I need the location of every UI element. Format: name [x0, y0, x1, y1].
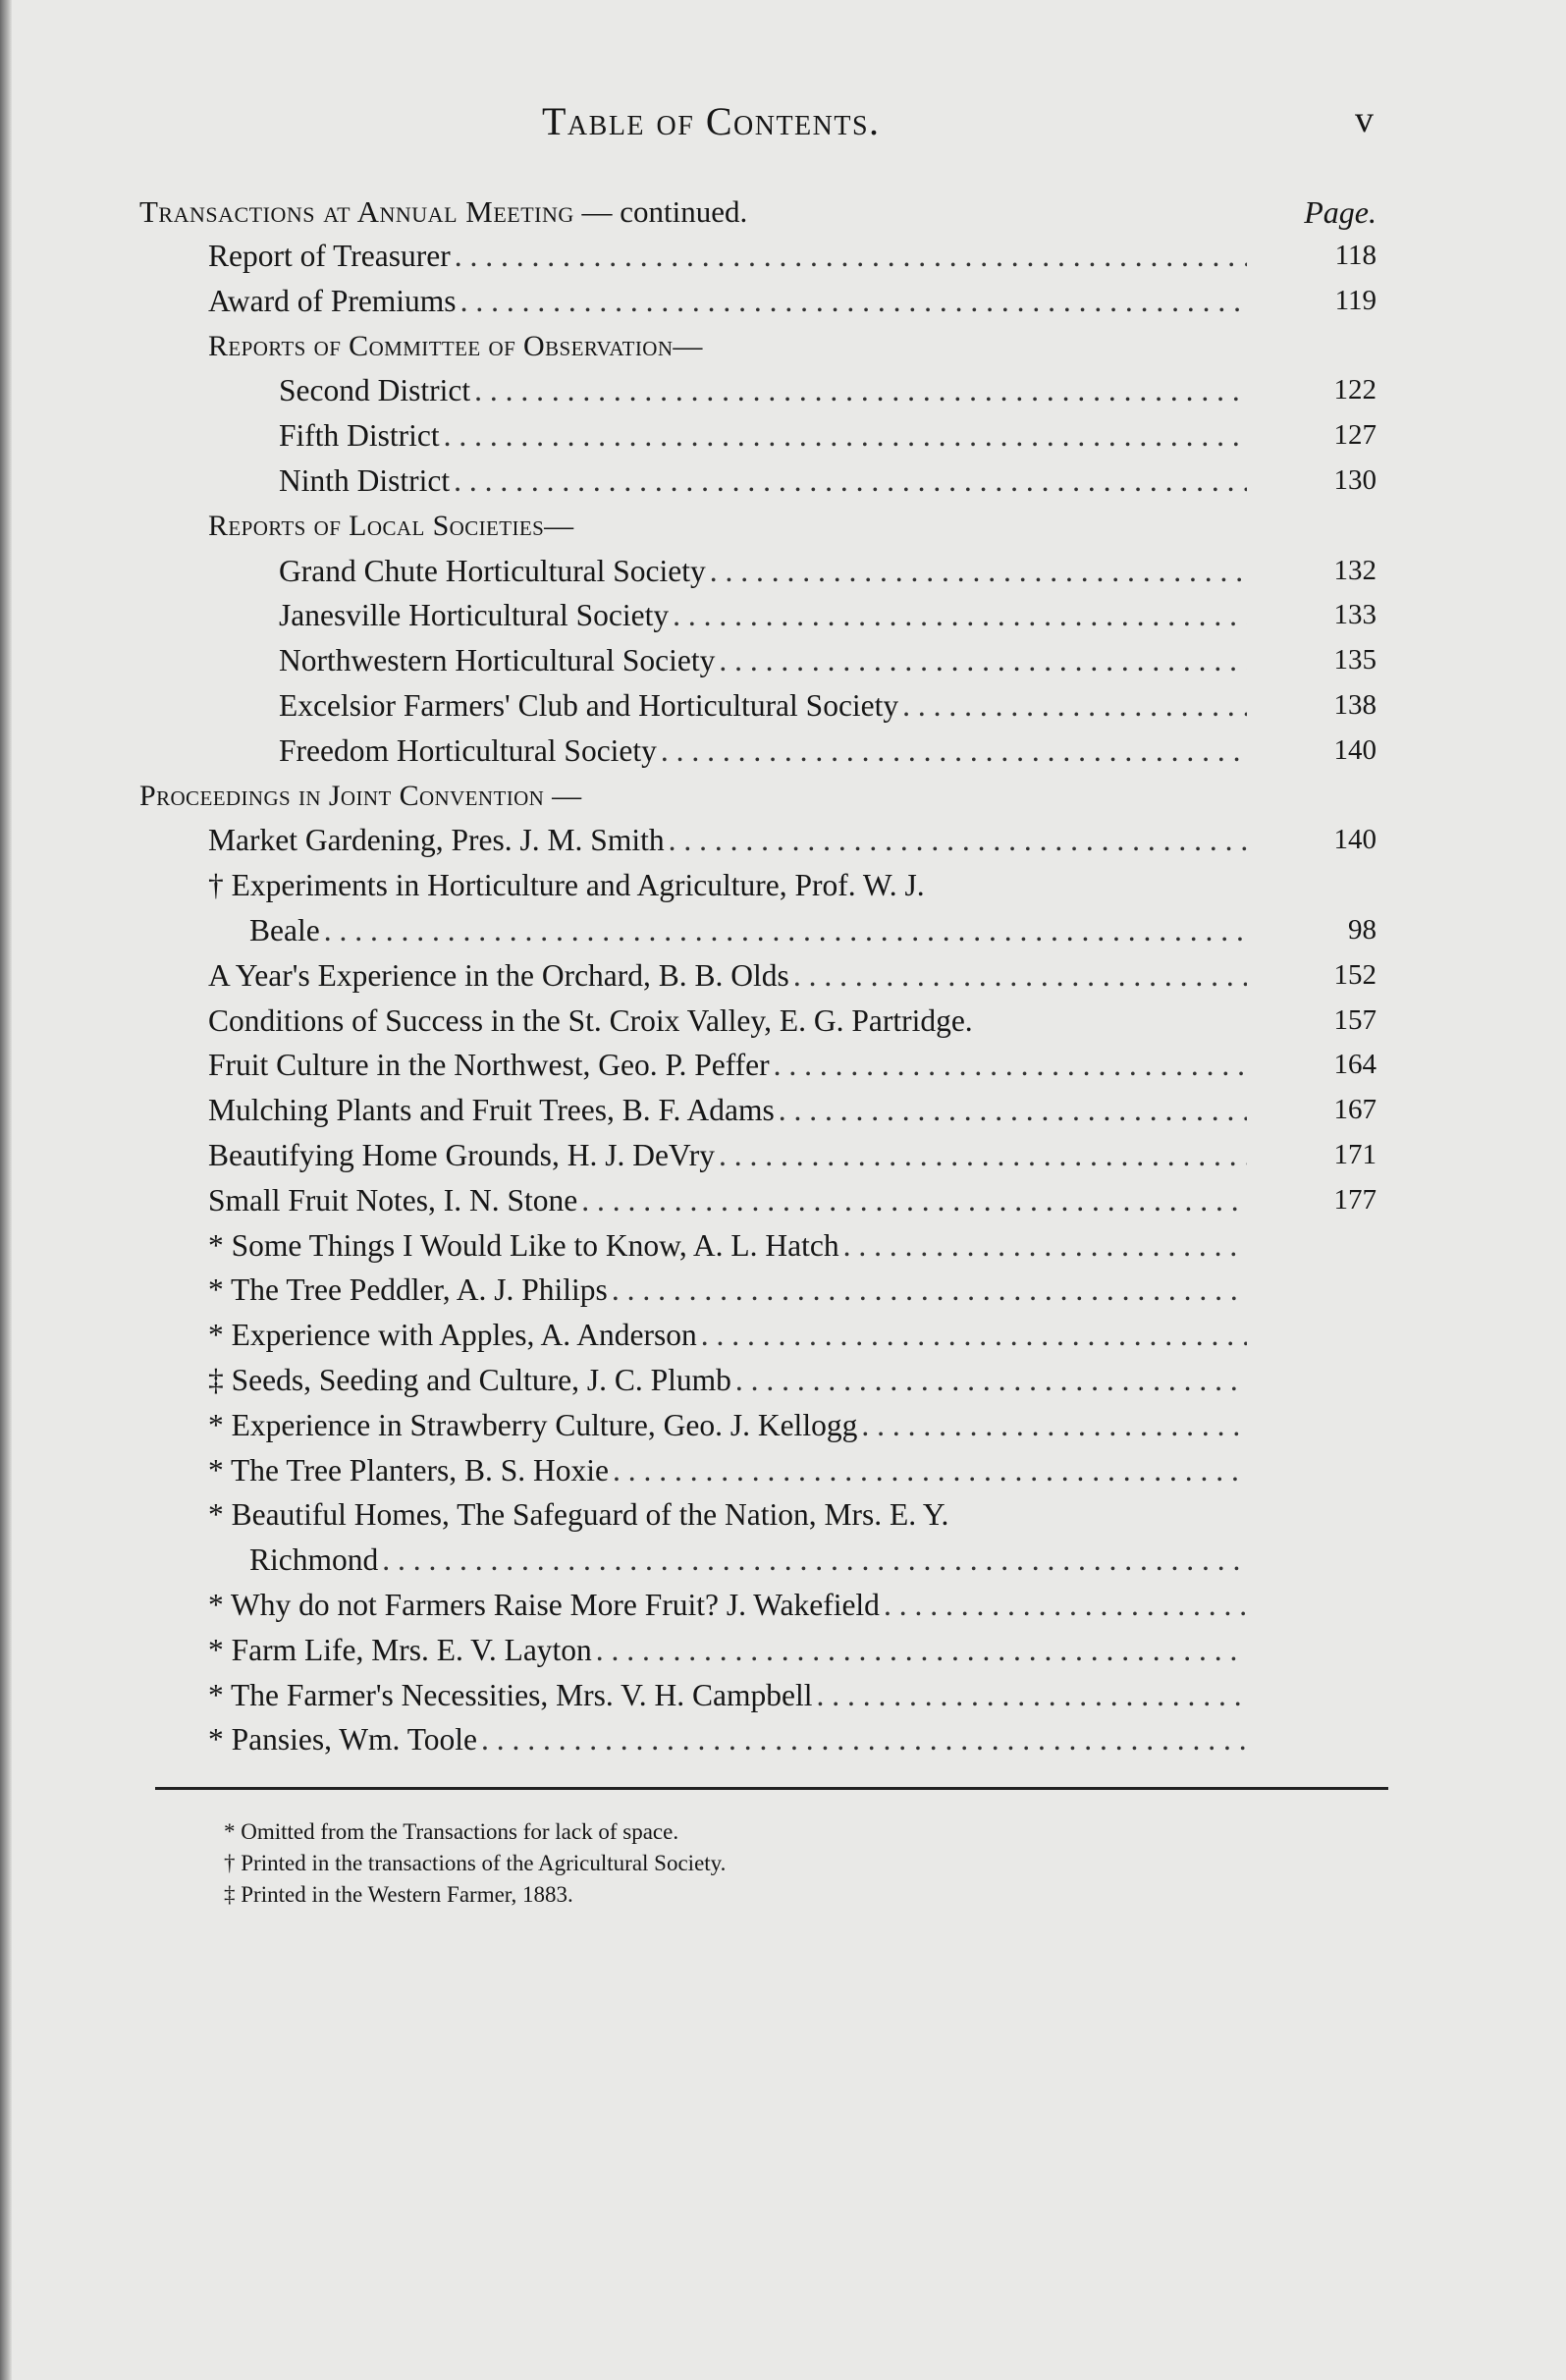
toc-page-number: 167	[1333, 1094, 1377, 1126]
toc-subheading	[139, 324, 1377, 369]
toc-page-number: 140	[1333, 824, 1377, 856]
toc-page-number: 132	[1333, 554, 1377, 586]
toc-entry	[139, 1492, 1377, 1538]
toc-entry-line	[279, 593, 1247, 638]
toc-entry-line	[208, 818, 1247, 863]
toc-entry-title: * The Farmer's Necessities, Mrs. V. H. Campbell	[208, 1677, 813, 1712]
toc-entry-title: Small Fruit Notes, I. N. Stone	[208, 1182, 578, 1217]
footnotes	[224, 1816, 726, 1911]
toc-entry	[139, 279, 1377, 324]
toc-page-number: 140	[1333, 733, 1377, 766]
toc-page-number: 98	[1348, 913, 1377, 946]
toc-entry-title: * The Tree Planters, B. S. Hoxie	[208, 1452, 610, 1488]
dot-leader	[613, 1448, 1247, 1493]
toc-page-number: 177	[1333, 1183, 1377, 1216]
section-heading	[139, 194, 1377, 234]
toc-entry	[139, 1313, 1377, 1358]
dot-leader	[719, 1133, 1247, 1178]
toc-entry	[139, 549, 1377, 594]
toc-entry-line	[208, 1133, 1247, 1178]
toc-entry-line	[208, 863, 1247, 908]
toc-entry	[139, 908, 1377, 953]
dot-leader	[661, 729, 1247, 774]
toc-entry-title: Richmond	[249, 1542, 379, 1578]
toc-entry-title: * Why do not Farmers Raise More Fruit? J. Wakefield	[208, 1587, 880, 1622]
toc-entry-line	[279, 683, 1247, 729]
dot-leader	[481, 1717, 1247, 1762]
dot-leader	[793, 953, 1247, 999]
toc-entry-title: Second District	[279, 373, 471, 408]
toc-entry	[139, 234, 1377, 279]
toc-entry	[139, 638, 1377, 683]
toc-entry-line	[279, 549, 1247, 594]
toc-entry-title: Fruit Culture in the Northwest, Geo. P. Peffer	[208, 1048, 770, 1083]
toc-subheading	[139, 774, 1377, 819]
toc-page-number: 118	[1334, 240, 1377, 271]
toc-entry-line	[208, 234, 1247, 279]
dot-leader	[774, 1043, 1247, 1088]
toc-entry-title: Mulching Plants and Fruit Trees, B. F. Adams	[208, 1093, 775, 1128]
toc-entry-title: A Year's Experience in the Orchard, B. B. Olds	[208, 957, 789, 993]
dot-leader	[474, 368, 1247, 413]
toc-entry-title: Beautifying Home Grounds, H. J. DeVry	[208, 1137, 716, 1172]
toc-entry	[139, 1133, 1377, 1178]
toc-entry-title: Beale	[249, 912, 320, 947]
toc-page-number: 152	[1333, 958, 1377, 991]
toc-entry	[139, 1717, 1377, 1762]
dot-leader	[735, 1358, 1247, 1403]
dot-leader	[884, 1583, 1247, 1628]
dot-leader	[324, 908, 1247, 953]
toc-page-number: 135	[1333, 644, 1377, 676]
dot-leader	[596, 1628, 1247, 1673]
dot-leader	[710, 549, 1247, 594]
running-header	[0, 98, 1566, 147]
toc-entry-line	[208, 324, 1247, 369]
toc-entry-title: Northwestern Horticultural Society	[279, 643, 716, 678]
toc-entry-line	[208, 1223, 1247, 1269]
toc-entry-line	[279, 368, 1247, 413]
toc-entry-line	[279, 413, 1247, 459]
toc-entry	[139, 863, 1377, 908]
toc-entry	[139, 999, 1377, 1044]
dot-leader	[382, 1538, 1247, 1583]
page-column-label: Page.	[1304, 194, 1377, 230]
toc-entry-title: Report of Treasurer	[208, 239, 451, 273]
page-folio: v	[1355, 99, 1374, 140]
toc-page-number: 122	[1333, 374, 1377, 406]
toc-entry-line	[249, 1538, 1247, 1583]
toc-entry	[139, 1538, 1377, 1583]
dot-leader	[460, 279, 1247, 324]
toc-entry-title: * The Tree Peddler, A. J. Philips	[208, 1272, 608, 1308]
dot-leader	[701, 1313, 1247, 1358]
toc-entry	[139, 459, 1377, 504]
dot-leader	[861, 1403, 1247, 1448]
toc-entry	[139, 413, 1377, 459]
toc-entry	[139, 1358, 1377, 1403]
toc-entry-title: * Farm Life, Mrs. E. V. Layton	[208, 1632, 592, 1667]
toc-list	[139, 234, 1377, 1762]
toc-entry-title: Fifth District	[279, 418, 440, 454]
dot-leader	[455, 234, 1247, 279]
toc-entry	[139, 1403, 1377, 1448]
toc-entry-title: Ninth District	[279, 462, 451, 498]
toc-entry	[139, 1043, 1377, 1088]
toc-entry-line	[139, 774, 1247, 819]
footnote: ‡ Printed in the Western Farmer, 1883.	[224, 1882, 573, 1907]
section-heading-label: Transactions at Annual Meeting	[139, 194, 574, 229]
toc-entry-line	[279, 638, 1247, 683]
toc-entry	[139, 1088, 1377, 1133]
toc-entry-line	[279, 729, 1247, 774]
dot-leader	[454, 459, 1247, 504]
toc-entry-line	[208, 1313, 1247, 1358]
toc-page-number: 133	[1333, 599, 1377, 631]
dot-leader	[779, 1088, 1247, 1133]
book-spine-shadow	[0, 0, 12, 2380]
toc-entry	[139, 1448, 1377, 1493]
toc-entry	[139, 1583, 1377, 1628]
toc-entry-line	[208, 1673, 1247, 1718]
toc-entry-line	[208, 953, 1247, 999]
section-heading-suffix: — continued.	[573, 194, 748, 229]
toc-entry-line	[208, 1717, 1247, 1762]
toc-subheading	[139, 504, 1377, 549]
toc-entry-line	[208, 999, 1247, 1044]
toc-entry	[139, 953, 1377, 999]
toc-entry-line	[208, 1492, 1247, 1538]
toc-subheading-text: Reports of Local Societies—	[208, 509, 574, 542]
toc-entry-title: Freedom Horticultural Society	[279, 732, 657, 768]
toc-entry-title: Excelsior Farmers' Club and Horticultural Society	[279, 687, 899, 723]
toc-entry	[139, 1673, 1377, 1718]
toc-entry-title: Conditions of Success in the St. Croix Valley, E. G. Partridge.	[208, 1002, 973, 1038]
dot-leader	[444, 413, 1247, 459]
toc-entry-title: Market Gardening, Pres. J. M. Smith	[208, 823, 665, 858]
toc-entry-title: * Experience with Apples, A. Anderson	[208, 1318, 697, 1353]
toc-page-number: 138	[1333, 688, 1377, 721]
dot-leader	[612, 1268, 1247, 1313]
toc-entry-line	[208, 1583, 1247, 1628]
toc-entry-title: * Experience in Strawberry Culture, Geo. J. Kellogg	[208, 1407, 858, 1442]
toc-entry-line	[208, 1043, 1247, 1088]
toc-page-number: 119	[1334, 284, 1377, 316]
dot-leader	[816, 1673, 1247, 1718]
footnote-rule	[155, 1787, 1388, 1790]
toc-entry	[139, 729, 1377, 774]
toc-entry-title: * Beautiful Homes, The Safeguard of the Nation, Mrs. E. Y.	[208, 1497, 949, 1533]
toc-entry-title: Janesville Horticultural Society	[279, 598, 670, 633]
toc-entry-title: * Some Things I Would Like to Know, A. L. Hatch	[208, 1227, 839, 1263]
toc-entry	[139, 1268, 1377, 1313]
dot-leader	[902, 683, 1247, 729]
toc-entry-line	[279, 459, 1247, 504]
toc-entry-title: † Experiments in Horticulture and Agriculture, Prof. W. J.	[208, 868, 925, 903]
toc-entry-line	[208, 1403, 1247, 1448]
toc-entry	[139, 368, 1377, 413]
toc-entry-title: * Pansies, Wm. Toole	[208, 1722, 477, 1758]
footnote: * Omitted from the Transactions for lack of space.	[224, 1819, 679, 1844]
toc-entry	[139, 683, 1377, 729]
toc-entry	[139, 1178, 1377, 1223]
toc-subheading-text: Proceedings in Joint Convention —	[139, 779, 582, 812]
toc-page-number: 171	[1333, 1138, 1377, 1170]
toc-entry	[139, 1223, 1377, 1269]
toc-entry	[139, 593, 1377, 638]
toc-page-number: 157	[1333, 1003, 1377, 1036]
toc-entry-line	[208, 1358, 1247, 1403]
toc-entry-line	[208, 1088, 1247, 1133]
page-title: Table of Contents.	[542, 99, 881, 143]
dot-leader	[673, 593, 1247, 638]
toc-subheading-text: Reports of Committee of Observation—	[208, 329, 703, 362]
toc-entry	[139, 818, 1377, 863]
toc-entry	[139, 1628, 1377, 1673]
toc-page-number: 130	[1333, 463, 1377, 496]
toc-entry-line	[249, 908, 1247, 953]
toc-entry-line	[208, 279, 1247, 324]
dot-leader	[719, 638, 1247, 683]
footnote: † Printed in the transactions of the Agricultural Society.	[224, 1851, 727, 1875]
toc-entry-title: ‡ Seeds, Seeding and Culture, J. C. Plumb	[208, 1362, 731, 1397]
toc-page-number: 164	[1333, 1049, 1377, 1081]
toc-entry-line	[208, 1268, 1247, 1313]
toc-page-number: 127	[1333, 419, 1377, 452]
dot-leader	[581, 1178, 1247, 1223]
toc-entry-line	[208, 504, 1247, 549]
toc-entry-line	[208, 1448, 1247, 1493]
toc-entry-title: Grand Chute Horticultural Society	[279, 553, 706, 588]
dot-leader	[843, 1223, 1247, 1269]
toc-entry-line	[208, 1178, 1247, 1223]
toc-entry-title: Award of Premiums	[208, 283, 457, 318]
dot-leader	[669, 818, 1247, 863]
toc-entry-line	[208, 1628, 1247, 1673]
